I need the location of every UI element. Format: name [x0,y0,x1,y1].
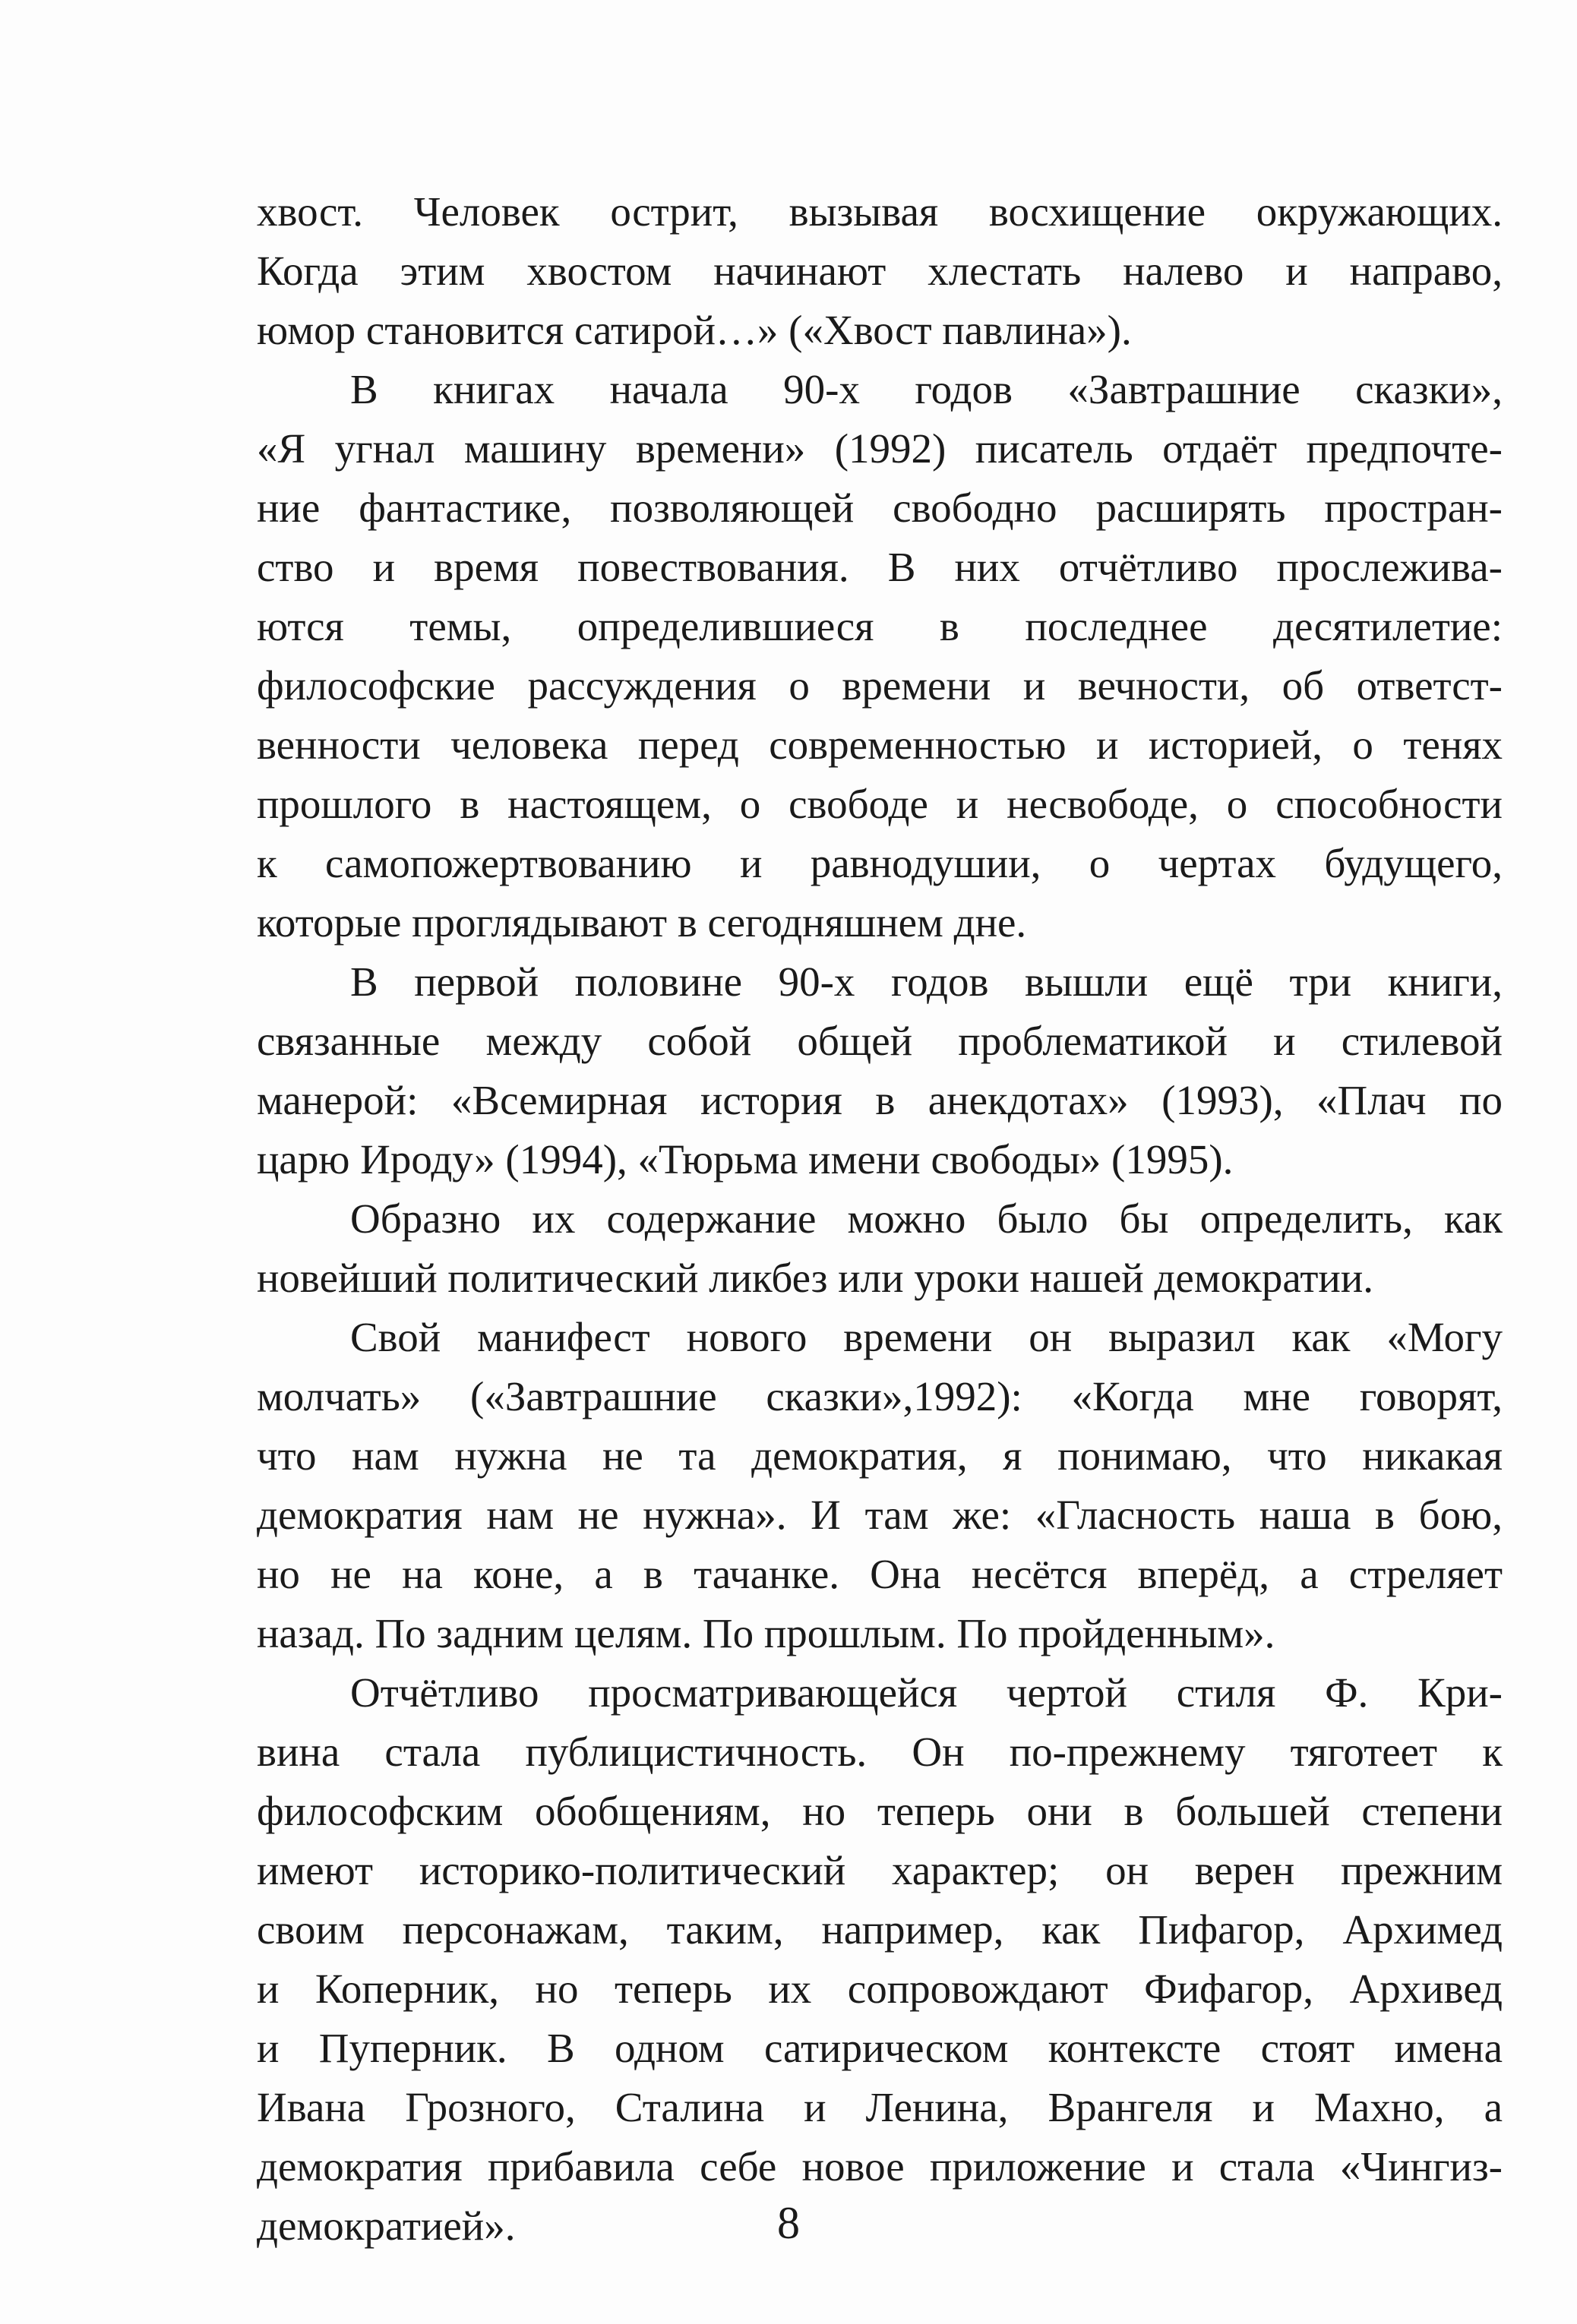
text-line: ние фантастике, позволяющей свободно расширять простран- [257,485,1503,531]
text-line: демократия нам не нужна». И там же: «Гласность наша в бою, [257,1492,1503,1538]
body-text [257,182,1503,2256]
text-line: «Я угнал машину времени» (1992) писатель отдаёт предпочте- [257,425,1503,472]
text-line: демократия прибавила себе новое приложение и стала «Чингиз- [257,2143,1503,2190]
text-line: Отчётливо просматривающейся чертой стиля Ф. Кри- [350,1669,1503,1716]
text-line: которые проглядывают в сегодняшнем дне. [257,899,1027,946]
text-line: Когда этим хвостом начинают хлестать налево и направо, [257,248,1503,294]
text-line: демократией». [257,2202,516,2249]
text-line: и Коперник, но теперь их сопровождают Фифагор, Архивед [257,1966,1503,2012]
text-line: юмор становится сатирой…» («Хвост павлина»). [257,307,1132,353]
text-line: назад. По задним целям. По прошлым. По пройденным». [257,1610,1275,1656]
text-line: венности человека перед современностью и историей, о тенях [257,722,1503,768]
text-line: молчать» («Завтрашние сказки»,1992): «Когда мне говорят, [257,1373,1503,1419]
text-line: ются темы, определившиеся в последнее десятилетие: [257,603,1503,649]
text-line: прошлого в настоящем, о свободе и несвободе, о способности [257,781,1503,827]
text-line: к самопожертвованию и равнодушии, о чертах будущего, [257,840,1503,886]
text-line: хвост. Человек острит, вызывая восхищение окружающих. [257,188,1503,235]
text-line: Свой манифест нового времени он выразил как «Могу [350,1314,1503,1360]
text-line: связанные между собой общей проблематикой и стилевой [257,1018,1503,1064]
text-line: своим персонажам, таким, например, как Пифагор, Архимед [257,1906,1503,1953]
text-line: В книгах начала 90-х годов «Завтрашние сказки», [350,366,1503,412]
text-line: имеют историко-политический характер; он верен прежним [257,1847,1503,1893]
text-line: но не на коне, а в тачанке. Она несётся вперёд, а стреляет [257,1551,1503,1597]
text-line: вина стала публицистичность. Он по-прежнему тяготеет к [257,1729,1503,1775]
text-line: философские рассуждения о времени и вечности, об ответст- [257,662,1503,709]
text-line: Ивана Грозного, Сталина и Ленина, Врангеля и Махно, а [257,2084,1503,2130]
text-line: новейший политический ликбез или уроки нашей демократии. [257,1255,1374,1301]
text-line: философским обобщениям, но теперь они в большей степени [257,1788,1503,1834]
text-line: Образно их содержание можно было бы определить, как [350,1195,1503,1242]
text-line: царю Ироду» (1994), «Тюрьма имени свободы» (1995). [257,1136,1234,1183]
text-line: что нам нужна не та демократия, я понимаю, что никакая [257,1432,1503,1479]
text-line: В первой половине 90-х годов вышли ещё три книги, [350,958,1503,1005]
text-line: и Пуперник. В одном сатирическом контексте стоят имена [257,2025,1503,2071]
text-line: манерой: «Всемирная история в анекдотах» (1993), «Плач по [257,1077,1503,1123]
text-line: ство и время повествования. В них отчётливо прослежива- [257,544,1503,590]
page-number: 8 [777,2198,800,2248]
